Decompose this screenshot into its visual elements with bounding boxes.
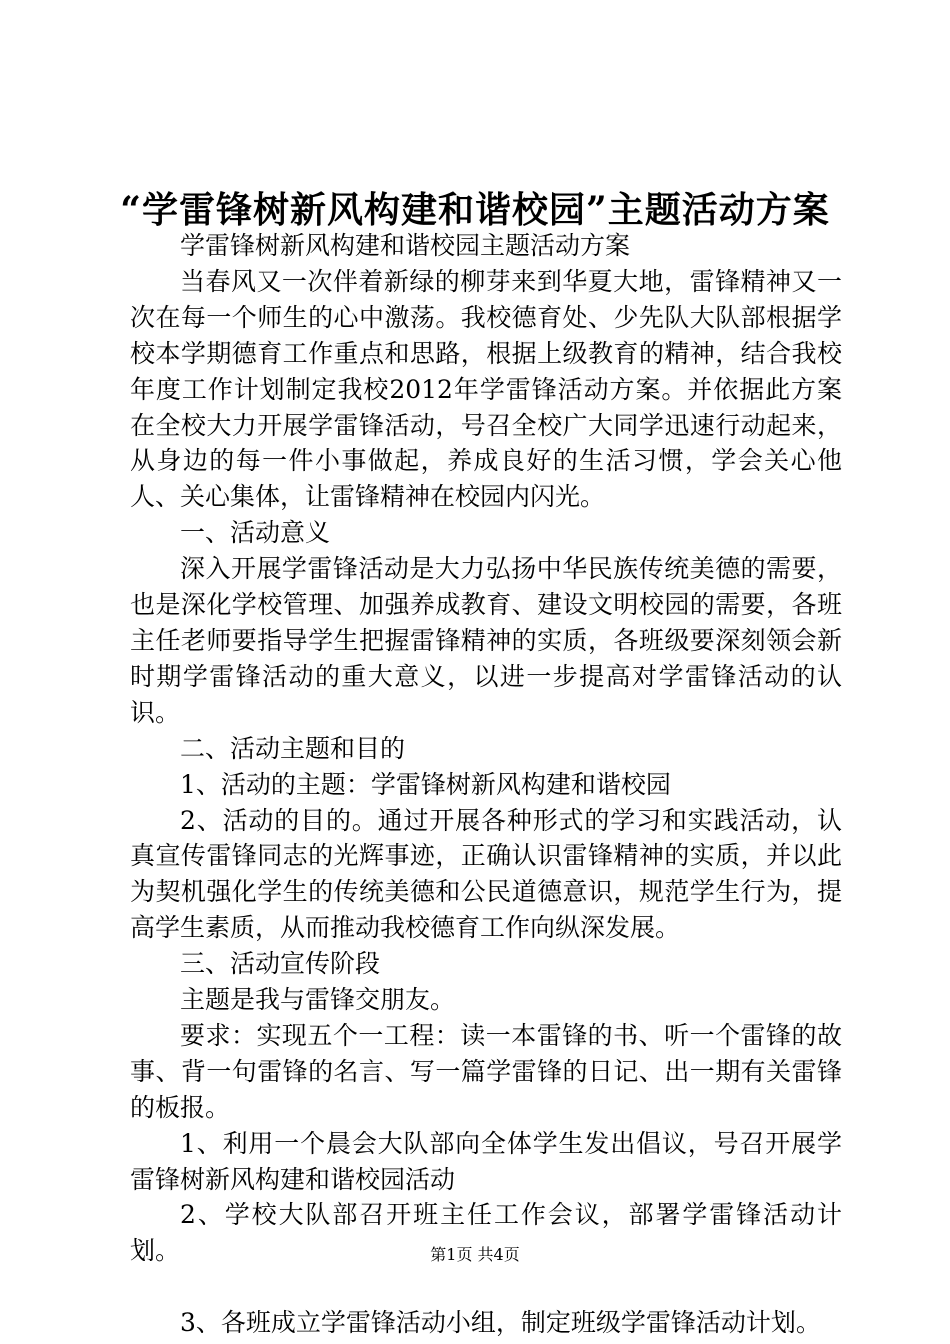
document-title: “学雷锋树新风构建和谐校园”主题活动方案 [120,189,830,231]
paragraph: 主题是我与雷锋交朋友。 [180,985,456,1015]
paragraph: 当春风又一次伴着新绿的柳芽来到华夏大地，雷锋精神又一次在每一个师生的心中激荡。我校德育处、少先队大队部根据学校本学期德育工作重点和思路，根据上级教育的精神，结合我校年度工作计划制定我校2012年学雷锋活动方案。并依据此方案在全校大力开展学雷锋活动，号召全校广大同学迅速行动起来，从身边的每一件小事做起，养成良好的生活习惯，学会关心他人、关心集体，让雷锋精神在校园内闪光。 [130,266,842,512]
paragraph: 1、利用一个晨会大队部向全体学生发出倡议，号召开展学雷锋树新风构建和谐校园活动 [130,1128,842,1194]
section-heading: 二、活动主题和目的 [180,733,406,763]
paragraph: 3、各班成立学雷锋活动小组，制定班级学雷锋活动计划。 [180,1308,821,1338]
paragraph: 2、学校大队部召开班主任工作会议，部署学雷锋活动计划。 [130,1200,842,1266]
section-heading: 三、活动宣传阶段 [180,949,381,979]
document-body [130,228,842,1341]
paragraph: 深入开展学雷锋活动是大力弘扬中华民族传统美德的需要，也是深化学校管理、加强养成教育、建设文明校园的需要，各班主任老师要指导学生把握雷锋精神的实质，各班级要深刻领会新时期学雷锋活动的重大意义，以进一步提高对学雷锋活动的认识。 [130,554,842,727]
page-indicator: 第1页 共4页 [430,1245,520,1264]
paragraph: 学雷锋树新风构建和谐校园主题活动方案 [180,231,631,260]
paragraph: 1、活动的主题：学雷锋树新风构建和谐校园 [180,769,671,799]
paragraph: 要求：实现五个一工程：读一本雷锋的书、听一个雷锋的故事、背一句雷锋的名言、写一篇学雷锋的日记、出一期有关雷锋的板报。 [130,1020,842,1122]
section-heading: 一、活动意义 [180,518,331,548]
paragraph: 2、活动的目的。通过开展各种形式的学习和实践活动，认真宣传雷锋同志的光辉事迹，正确认识雷锋精神的实质，并以此为契机强化学生的传统美德和公民道德意识，规范学生行为，提高学生素质，从而推动我校德育工作向纵深发展。 [130,805,842,943]
